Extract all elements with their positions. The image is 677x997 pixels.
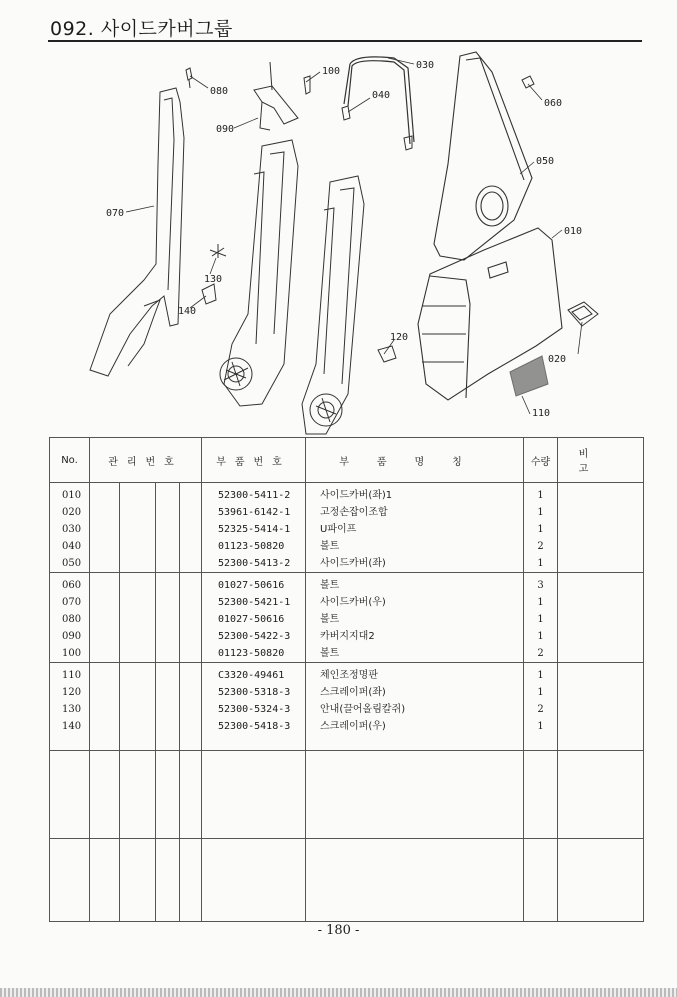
cell-mgmt-2 [120, 839, 156, 922]
cell-part-no [202, 483, 306, 573]
cell-remarks [558, 483, 644, 573]
part-050-side-cover-left [434, 52, 532, 260]
cell-mgmt-4 [180, 751, 202, 839]
header-no: No. [50, 438, 90, 483]
cell-mgmt-3 [156, 839, 180, 922]
cell-part-name-value: 볼트 [320, 614, 340, 625]
cell-qty-value: 1 [537, 507, 544, 518]
cell-mgmt-1 [90, 573, 120, 663]
cell-no [50, 839, 90, 922]
table-group-row [50, 751, 644, 839]
part-110-plate [510, 356, 548, 396]
callout-100: 100 [322, 66, 341, 77]
cell-qty-value: 1 [537, 670, 544, 681]
cell-mgmt-4 [180, 663, 202, 751]
cell-part-no-value: 01123-50820 [218, 541, 285, 552]
cell-mgmt-2 [120, 751, 156, 839]
cell-no-value: 100 [62, 648, 82, 659]
part-040-bolt [342, 106, 412, 150]
cell-no-value: 010 [62, 490, 82, 501]
cell-mgmt-4 [180, 573, 202, 663]
cell-no-value: 130 [62, 704, 82, 715]
cell-part-name-value: 카버지지대2 [320, 631, 375, 642]
cell-mgmt-2 [120, 573, 156, 663]
cell-remarks [558, 751, 644, 839]
cell-mgmt-1 [90, 839, 120, 922]
callout-110: 110 [532, 408, 551, 419]
cell-part-no [202, 663, 306, 751]
table-group-row [50, 839, 644, 922]
cell-part-no-value: 01027-50616 [218, 580, 285, 591]
cell-part-name-value: 스크레이퍼(좌) [320, 687, 386, 698]
callout-010: 010 [564, 226, 583, 237]
cell-part-no-value: C3320-49461 [218, 670, 285, 681]
cell-no-value: 030 [62, 524, 82, 535]
part-100-bolt [304, 76, 310, 94]
cell-part-name-value: 사이드카버(좌)1 [320, 490, 393, 501]
cell-part-name-value: 사이드카버(좌) [320, 558, 386, 569]
cell-mgmt-3 [156, 483, 180, 573]
cell-mgmt-3 [156, 751, 180, 839]
cell-part-name-value: 볼트 [320, 541, 340, 552]
cell-qty-value: 1 [537, 614, 544, 625]
callout-060: 060 [544, 98, 563, 109]
cell-no-value: 120 [62, 687, 82, 698]
cell-no [50, 751, 90, 839]
header-part-no: 부품번호 [202, 438, 306, 483]
cell-mgmt-4 [180, 839, 202, 922]
cell-qty [524, 483, 558, 573]
cell-part-name-value: 고정손잡이조합 [320, 507, 388, 518]
cell-qty-value: 1 [537, 524, 544, 535]
page-title: 092. 사이드카버그룹 [50, 18, 233, 40]
callout-080: 080 [210, 86, 229, 97]
cell-part-no-value: 53961-6142-1 [218, 507, 291, 518]
cell-qty-value: 2 [537, 704, 544, 715]
cell-part-no [202, 751, 306, 839]
callout-070: 070 [106, 208, 125, 219]
cell-no-value: 040 [62, 541, 82, 552]
cell-mgmt-4 [180, 483, 202, 573]
part-080-bolt [186, 68, 192, 88]
callout-090: 090 [216, 124, 235, 135]
header-qty: 수량 [524, 438, 558, 483]
cell-qty-value: 1 [537, 490, 544, 501]
cell-remarks [558, 839, 644, 922]
table-group-row [50, 573, 644, 663]
cell-no-value: 020 [62, 507, 82, 518]
cell-part-name [306, 573, 524, 663]
cell-qty [524, 839, 558, 922]
part-070-side-cover-right [90, 88, 184, 376]
cell-no-value: 050 [62, 558, 82, 569]
cell-remarks [558, 573, 644, 663]
callout-020: 020 [548, 354, 567, 365]
callout-120: 120 [390, 332, 409, 343]
cell-qty-value: 3 [537, 580, 544, 591]
scan-edge [0, 988, 677, 997]
cell-no-value: 090 [62, 631, 82, 642]
cell-part-no-value: 52325-5414-1 [218, 524, 291, 535]
cell-qty-value: 1 [537, 721, 544, 732]
cell-qty-value: 1 [537, 597, 544, 608]
cell-part-no-value: 52300-5324-3 [218, 704, 291, 715]
table-group-row [50, 663, 644, 751]
cell-part-name [306, 483, 524, 573]
cell-mgmt-1 [90, 663, 120, 751]
cell-part-name [306, 663, 524, 751]
part-140-scraper [202, 284, 216, 304]
cell-part-name-value: 볼트 [320, 580, 340, 591]
header-remarks: 비고 [558, 438, 644, 483]
cell-part-no-value: 52300-5413-2 [218, 558, 291, 569]
cell-qty-value: 2 [537, 541, 544, 552]
parts-table [49, 437, 644, 922]
cell-part-no-value: 52300-5421-1 [218, 597, 291, 608]
cell-qty [524, 751, 558, 839]
callout-140: 140 [178, 306, 197, 317]
cell-qty-value: 1 [537, 687, 544, 698]
cell-qty [524, 663, 558, 751]
cell-part-name-value: 사이드카버(우) [320, 597, 386, 608]
callout-040: 040 [372, 90, 391, 101]
header-part-name: 부품명칭 [306, 438, 524, 483]
cell-part-no [202, 573, 306, 663]
cell-part-no [202, 839, 306, 922]
cell-no-value: 060 [62, 580, 82, 591]
cell-part-name [306, 751, 524, 839]
cell-mgmt-3 [156, 573, 180, 663]
cell-part-no-value: 01123-50820 [218, 648, 285, 659]
cell-qty [524, 573, 558, 663]
cell-no-value: 080 [62, 614, 82, 625]
part-020-handle [568, 302, 598, 326]
cell-remarks [558, 663, 644, 751]
chain-frame-right [302, 176, 364, 434]
cell-part-no-value: 52300-5318-3 [218, 687, 291, 698]
cell-part-name-value: 스크레이퍼(우) [320, 721, 386, 732]
cell-mgmt-1 [90, 483, 120, 573]
cell-mgmt-2 [120, 483, 156, 573]
cell-part-no-value: 52300-5422-3 [218, 631, 291, 642]
part-090-cover-support [254, 62, 298, 130]
cell-part-name-value: 체인조정명판 [320, 670, 378, 681]
cell-mgmt-1 [90, 751, 120, 839]
header-mgmt-no: 관리번호 [90, 438, 202, 483]
cell-qty-value: 1 [537, 631, 544, 642]
table-group-row [50, 483, 644, 573]
part-120-scraper [378, 346, 396, 362]
cell-part-name [306, 839, 524, 922]
page-number: - 180 - [317, 923, 360, 938]
table-header-row [50, 438, 644, 483]
cell-no [50, 573, 90, 663]
cell-part-no-value: 01027-50616 [218, 614, 285, 625]
cell-no-value: 110 [62, 670, 82, 681]
chain-frame-left [220, 140, 298, 406]
cell-no [50, 663, 90, 751]
cell-mgmt-3 [156, 663, 180, 751]
callout-050: 050 [536, 156, 555, 167]
cell-no-value: 070 [62, 597, 82, 608]
callout-130: 130 [204, 274, 223, 285]
cell-part-name-value: 볼트 [320, 648, 340, 659]
cell-part-no-value: 52300-5411-2 [218, 490, 291, 501]
exploded-parts-diagram [48, 44, 642, 436]
leader-lines [126, 58, 582, 414]
callout-030: 030 [416, 60, 435, 71]
part-130-guide [210, 244, 226, 258]
part-060-bolt [522, 76, 534, 88]
cell-part-name-value: 안내(끌어올림칼쥐) [320, 704, 406, 715]
cell-no-value: 140 [62, 721, 82, 732]
cell-part-no-value: 52300-5418-3 [218, 721, 291, 732]
cell-mgmt-2 [120, 663, 156, 751]
title-rule [48, 40, 642, 42]
cell-part-name-value: U파이프 [320, 524, 357, 535]
cell-qty-value: 2 [537, 648, 544, 659]
cell-no [50, 483, 90, 573]
cell-qty-value: 1 [537, 558, 544, 569]
